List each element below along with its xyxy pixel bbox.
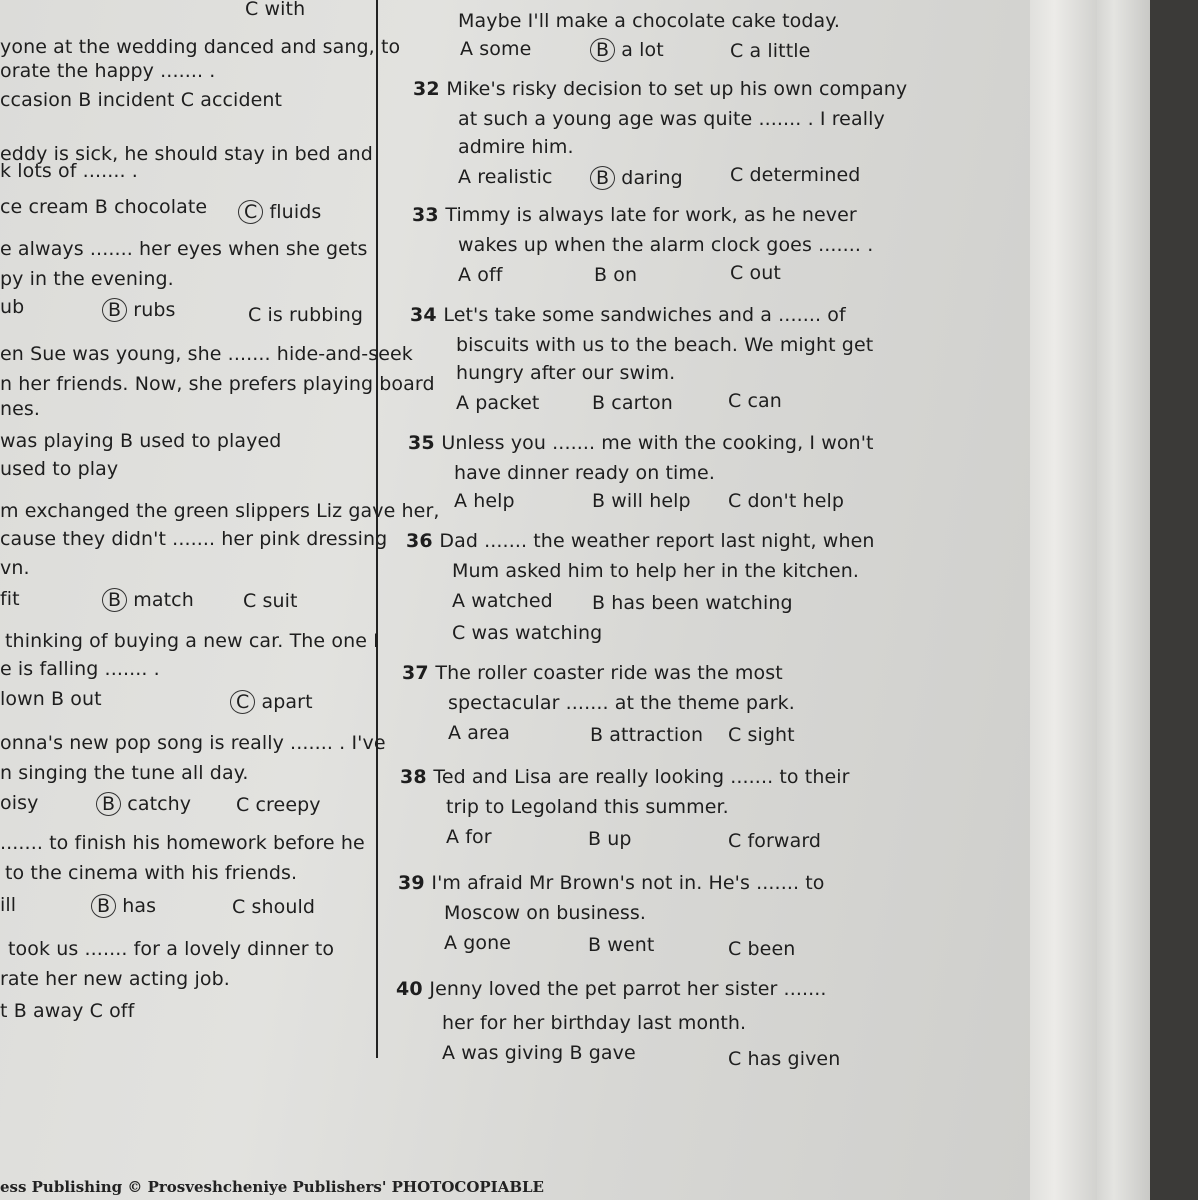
right-line <box>454 462 715 484</box>
left-circled-answer <box>106 298 176 322</box>
line-text: C out <box>730 262 781 284</box>
line-text: e is falling ....... . <box>0 658 160 680</box>
right-line <box>456 392 539 414</box>
line-text: A packet <box>456 392 540 414</box>
line-text: lown B out <box>0 688 102 710</box>
line-text: to the cinema with his friends. <box>5 862 298 884</box>
right-line <box>458 10 840 32</box>
right-line <box>452 590 553 612</box>
line-text: m exchanged the green slippers Liz gave her, <box>0 500 440 522</box>
footer-copyright: ess Publishing © Prosveshcheniye Publishers' PHOTOCOPIABLE <box>0 1178 544 1196</box>
left-line <box>245 0 305 20</box>
line-text: cause they didn't ....... her pink dressing <box>0 528 388 550</box>
line-text: C suit <box>243 590 298 612</box>
line-text: C should <box>232 896 316 918</box>
right-line <box>588 828 632 850</box>
right-line <box>444 932 511 954</box>
right-line <box>728 1048 840 1070</box>
right-line <box>412 204 857 226</box>
question-number: 39 <box>398 872 432 894</box>
line-text: Mum asked him to help her in the kitchen. <box>452 560 859 582</box>
right-line <box>406 530 875 552</box>
answer-word: fluids <box>263 201 322 223</box>
left-line <box>0 528 387 550</box>
right-line <box>592 392 673 414</box>
right-line <box>460 38 531 60</box>
line-text: C creepy <box>236 794 321 816</box>
left-line <box>248 304 363 326</box>
line-text: ....... to finish his homework before he <box>0 832 365 854</box>
right-line <box>448 722 510 744</box>
left-line <box>0 588 20 610</box>
left-line <box>5 862 297 884</box>
line-text: used to play <box>0 458 119 480</box>
right-line <box>592 490 691 512</box>
line-text: B on <box>594 264 638 286</box>
line-text: vn. <box>0 557 30 579</box>
left-circled-answer <box>242 200 321 224</box>
question-number: 40 <box>396 978 430 1000</box>
line-text: n singing the tune all day. <box>0 762 249 784</box>
question-number: 34 <box>410 304 444 326</box>
right-line <box>728 390 782 412</box>
left-circled-answer <box>234 690 313 714</box>
right-line <box>398 872 825 894</box>
left-line <box>8 938 334 960</box>
right-line <box>413 78 907 100</box>
right-line <box>728 938 795 960</box>
left-line <box>0 688 102 710</box>
right-line <box>590 724 703 746</box>
line-text: C forward <box>728 830 822 852</box>
left-line <box>0 238 368 260</box>
right-line <box>444 902 646 924</box>
question-number: 36 <box>406 530 440 552</box>
line-text: fit <box>0 588 20 610</box>
line-text: onna's new pop song is really ....... . I've <box>0 732 386 754</box>
right-line <box>410 304 846 326</box>
right-line <box>442 1012 746 1034</box>
line-text: A some <box>460 38 532 60</box>
circled-letter: B <box>590 38 615 62</box>
answer-word: match <box>127 589 194 611</box>
question-number: 32 <box>413 78 447 100</box>
left-line <box>243 590 298 612</box>
right-line <box>456 362 675 384</box>
right-circled-answer <box>594 166 683 190</box>
circled-letter: C <box>230 690 255 714</box>
right-line <box>456 334 873 356</box>
answer-word: has <box>116 895 157 917</box>
circled-letter: B <box>590 166 615 190</box>
right-line <box>400 766 850 788</box>
line-text: k lots of ....... . <box>0 160 138 182</box>
right-line <box>730 40 810 62</box>
line-text: C has given <box>728 1048 841 1070</box>
line-text: Mike's risky decision to set up his own company <box>446 78 908 100</box>
line-text: trip to Legoland this summer. <box>446 796 729 818</box>
line-text: C was watching <box>452 622 603 644</box>
answer-word: a lot <box>615 39 664 61</box>
right-line <box>454 490 515 512</box>
circled-letter: C <box>238 200 263 224</box>
left-circled-answer <box>106 588 194 612</box>
line-text: admire him. <box>458 136 574 158</box>
right-line <box>458 264 503 286</box>
line-text: ccasion B incident C accident <box>0 89 283 111</box>
paper-stack-edge <box>1090 0 1150 1200</box>
right-line <box>408 432 874 454</box>
line-text: C a little <box>730 40 811 62</box>
left-line <box>0 832 365 854</box>
line-text: C determined <box>730 164 861 186</box>
right-line <box>442 1042 636 1064</box>
right-line <box>458 166 553 188</box>
line-text: Moscow on business. <box>444 902 647 924</box>
right-line <box>448 692 795 714</box>
line-text: took us ....... for a lovely dinner to <box>8 938 335 960</box>
left-line <box>0 343 413 365</box>
left-line <box>0 1000 134 1022</box>
right-line <box>452 622 602 644</box>
line-text: A area <box>448 722 511 744</box>
line-text: biscuits with us to the beach. We might get <box>456 334 874 356</box>
line-text: Maybe I'll make a chocolate cake today. <box>458 10 841 32</box>
left-line <box>0 500 440 522</box>
line-text: A realistic <box>458 166 553 188</box>
line-text: B went <box>588 934 655 956</box>
line-text: B attraction <box>590 724 704 746</box>
right-line <box>728 830 821 852</box>
line-text: A off <box>458 264 503 286</box>
left-line <box>232 896 315 918</box>
left-circled-answer <box>100 792 191 816</box>
line-text: A gone <box>444 932 512 954</box>
right-line <box>396 978 827 1000</box>
line-text: e always ....... her eyes when she gets <box>0 238 368 260</box>
line-text: C can <box>728 390 782 412</box>
line-text: hungry after our swim. <box>456 362 676 384</box>
line-text: oisy <box>0 792 39 814</box>
line-text: Timmy is always late for work, as he never <box>445 204 857 226</box>
line-text: Dad ....... the weather report last night, when <box>439 530 875 552</box>
line-text: ub <box>0 296 25 318</box>
right-line <box>730 164 860 186</box>
left-circled-answer <box>95 894 156 918</box>
question-number: 35 <box>408 432 442 454</box>
answer-word: catchy <box>121 793 192 815</box>
line-text: have dinner ready on time. <box>454 462 715 484</box>
line-text: ill <box>0 894 17 916</box>
left-line <box>0 894 16 916</box>
right-line <box>458 108 885 130</box>
left-line <box>0 658 160 680</box>
right-line <box>446 826 492 848</box>
line-text: C is rubbing <box>248 304 364 326</box>
line-text: her for her birthday last month. <box>442 1012 747 1034</box>
answer-word: apart <box>255 691 313 713</box>
right-line <box>588 934 654 956</box>
line-text: orate the happy ....... . <box>0 60 216 82</box>
left-line <box>0 160 138 182</box>
line-text: A was giving B gave <box>442 1042 636 1064</box>
left-line <box>0 296 24 318</box>
line-text: B has been watching <box>592 592 793 614</box>
line-text: at such a young age was quite ....... . I really <box>458 108 885 130</box>
line-text: Jenny loved the pet parrot her sister ....... <box>429 978 827 1000</box>
line-text: nes. <box>0 398 41 420</box>
left-line <box>0 196 207 218</box>
answer-word: rubs <box>127 299 176 321</box>
line-text: rate her new acting job. <box>0 968 230 990</box>
line-text: Let's take some sandwiches and a ....... of <box>443 304 846 326</box>
line-text: I'm afraid Mr Brown's not in. He's ....... to <box>431 872 825 894</box>
right-line <box>446 796 729 818</box>
answer-word: daring <box>615 167 683 189</box>
line-text: B will help <box>592 490 691 512</box>
line-text: A help <box>454 490 515 512</box>
right-line <box>458 234 873 256</box>
right-line <box>452 560 859 582</box>
line-text: t B away C off <box>0 1000 135 1022</box>
question-number: 38 <box>400 766 434 788</box>
right-line <box>728 724 795 746</box>
left-line <box>0 373 435 395</box>
right-line <box>402 662 783 684</box>
line-text: B carton <box>592 392 673 414</box>
left-line <box>236 794 321 816</box>
line-text: eddy is sick, he should stay in bed and <box>0 143 373 165</box>
line-text: C with <box>245 0 306 20</box>
line-text: C don't help <box>728 490 845 512</box>
left-line <box>0 430 281 452</box>
right-line <box>730 262 781 284</box>
line-text: Ted and Lisa are really looking ....... to their <box>433 766 850 788</box>
circled-letter: B <box>91 894 116 918</box>
left-line <box>0 557 30 579</box>
line-text: yone at the wedding danced and sang, to <box>0 36 401 58</box>
right-line <box>594 264 637 286</box>
left-line <box>0 762 249 784</box>
line-text: A watched <box>452 590 553 612</box>
line-text: Unless you ....... me with the cooking, I won't <box>441 432 874 454</box>
right-circled-answer <box>594 38 664 62</box>
line-text: C been <box>728 938 796 960</box>
line-text: B up <box>588 828 632 850</box>
line-text: spectacular ....... at the theme park. <box>448 692 795 714</box>
left-line <box>0 792 38 814</box>
left-line <box>0 60 215 82</box>
line-text: was playing B used to played <box>0 430 282 452</box>
line-text: en Sue was young, she ....... hide-and-seek <box>0 343 413 365</box>
question-number: 37 <box>402 662 436 684</box>
line-text: thinking of buying a new car. The one I <box>5 630 379 652</box>
right-line <box>458 136 574 158</box>
left-line <box>0 968 230 990</box>
right-line <box>592 592 793 614</box>
line-text: n her friends. Now, she prefers playing board <box>0 373 435 395</box>
left-line <box>0 36 400 58</box>
right-line <box>728 490 844 512</box>
line-text: C sight <box>728 724 795 746</box>
left-line <box>0 89 282 111</box>
left-line <box>0 458 118 480</box>
line-text: A for <box>446 826 492 848</box>
line-text: ce cream B chocolate <box>0 196 208 218</box>
circled-letter: B <box>96 792 121 816</box>
left-line <box>0 732 386 754</box>
left-line <box>0 398 40 420</box>
circled-letter: B <box>102 298 127 322</box>
circled-letter: B <box>102 588 127 612</box>
line-text: py in the evening. <box>0 268 174 290</box>
left-line <box>0 268 174 290</box>
question-number: 33 <box>412 204 446 226</box>
line-text: wakes up when the alarm clock goes ....... . <box>458 234 874 256</box>
line-text: The roller coaster ride was the most <box>435 662 783 684</box>
left-line <box>5 630 379 652</box>
